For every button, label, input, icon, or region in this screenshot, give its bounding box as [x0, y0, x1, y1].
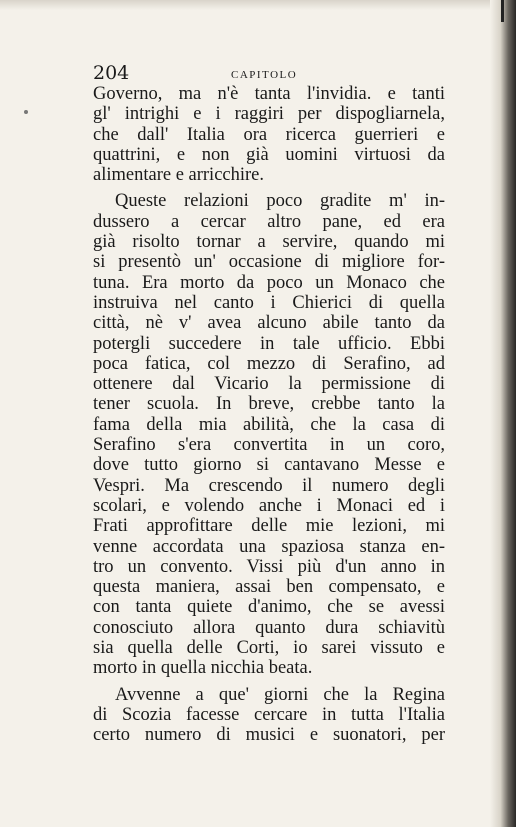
text-line: tener scuola. In breve, crebbe tanto la — [93, 394, 445, 415]
text-line: potergli succedere in tale ufficio. Ebbi — [93, 333, 445, 354]
text-line: Frati approfittare delle mie lezioni, mi — [93, 516, 445, 537]
text-line: conosciuto allora quanto dura schiavitù — [93, 617, 445, 638]
text-line: venne accordata una spaziosa stanza en- — [93, 536, 445, 557]
text-line: Governo, ma n'è tanta l'invidia. e tanti — [93, 84, 445, 104]
text-line: città, nè v' avea alcuno abile tanto da — [93, 313, 445, 334]
paragraph-3 — [93, 685, 445, 746]
text-line: certo numero di musici e suonatori, per — [93, 725, 445, 746]
text-line: quattrini, e non già uomini virtuosi da — [93, 144, 445, 165]
text-line: Vespri. Ma crescendo il numero degli — [93, 475, 445, 496]
text-line: dove tutto giorno si cantavano Messe e — [93, 455, 445, 476]
text-line: instruiva nel canto i Chierici di quella — [93, 292, 445, 313]
text-line: si presentò un' occasione di migliore for- — [93, 252, 445, 273]
text-line: con tanta quiete d'animo, che se avessi — [93, 597, 445, 618]
text-line: che dall' Italia ora ricerca guerrieri e — [93, 124, 445, 145]
text-line: tuna. Era morto da poco un Monaco che — [93, 272, 445, 293]
text-line: dussero a cercar altro pane, ed era — [93, 211, 445, 232]
page-text — [93, 62, 445, 746]
text-line: Serafino s'era convertita in un coro, — [93, 435, 445, 456]
paragraph-1 — [93, 84, 445, 185]
text-line: alimentare e arricchire. — [93, 165, 265, 186]
page-number: 204 — [93, 62, 130, 84]
text-line: ottenere dal Vicario la permissione di — [93, 374, 445, 395]
text-line: sia quella delle Corti, io sarei vissuto e — [93, 638, 445, 659]
text-line: tro un convento. Vissi più d'un anno in — [93, 556, 445, 577]
text-line: gl' intrighi e i raggiri per dispogliarnela, — [93, 104, 445, 125]
page-edge-shadow — [490, 0, 516, 827]
text-line: poca fatica, col mezzo di Serafino, ad — [93, 353, 445, 374]
text-line: Queste relazioni poco gradite m' in- — [115, 191, 445, 212]
ink-spot — [24, 110, 28, 114]
binding-mark — [501, 0, 504, 22]
text-line: fama della mia abilità, che la casa di — [93, 414, 445, 435]
paragraph-2 — [93, 191, 445, 678]
text-line: questa maniera, assai ben compensato, e — [93, 577, 445, 598]
text-line: già risolto tornar a servire, quando mi — [93, 232, 445, 253]
chapter-title: CAPITOLO — [231, 69, 298, 81]
running-head — [93, 62, 445, 84]
text-line: morto in quella nicchia beata. — [93, 658, 313, 679]
text-line: Avvenne a que' giorni che la Regina — [115, 684, 445, 705]
text-line: di Scozia facesse cercare in tutta l'Italia — [93, 704, 445, 725]
text-line: scolari, e volendo anche i Monaci ed i — [93, 495, 445, 516]
page-top-shadow — [0, 0, 490, 10]
